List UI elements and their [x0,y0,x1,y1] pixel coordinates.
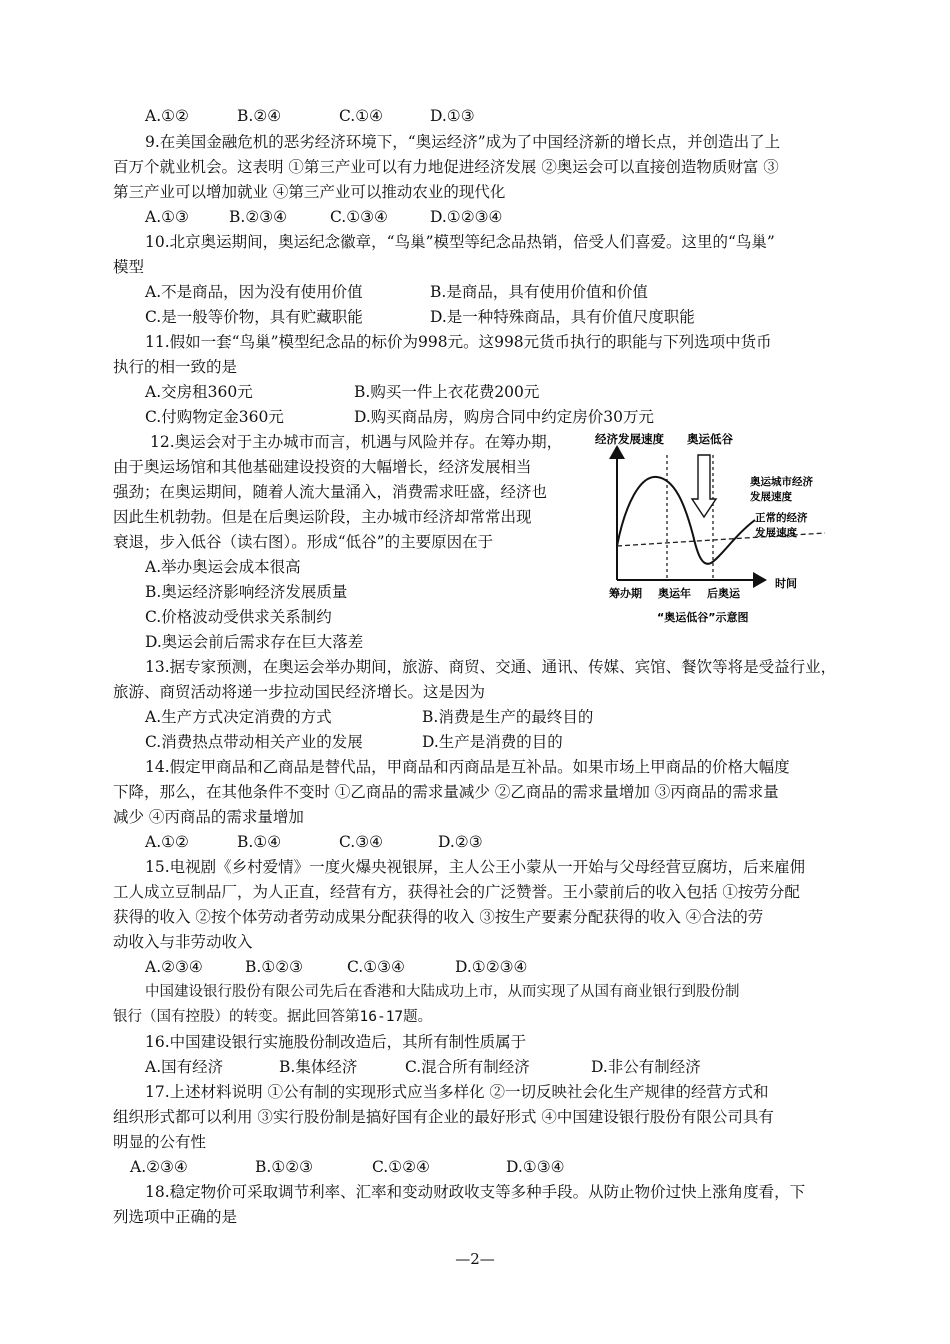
q14-stem-line-2: 下降，那么，在其他条件不变时 ①乙商品的需求量减少 ②乙商品的需求量增加 ③丙商品的需求量 [113,783,779,801]
q11-option-c: C.付购物定金360元 [145,408,284,426]
q14-stem-line-1: 14.假定甲商品和乙商品是替代品，甲商品和丙商品是互补品。如果市场上甲商品的价格大幅度 [145,758,790,776]
curve-label-line-1: 奥运城市经济 [750,476,813,488]
q13-stem-line-2: 旅游、商贸活动将递一步拉动国民经济增长。这是因为 [113,683,486,701]
q12-stem-line-4: 因此生机勃勃。但是在后奥运阶段，主办城市经济却常常出现 [113,508,532,526]
q14-option-d: D.②③ [438,833,483,851]
q15-option-c: C.①③④ [347,958,405,976]
x-label-preparation: 筹办期 [609,587,642,600]
q15-option-d: D.①②③④ [455,958,528,976]
q12-option-c: C.价格波动受供求关系制约 [145,608,332,626]
olympic-trough-diagram [595,425,840,630]
q16-option-d: D.非公有制经济 [591,1058,701,1076]
q11-option-d: D.购买商品房，购房合同中约定房价30万元 [354,408,655,426]
q9-stem-line-2: 百万个就业机会。这表明 ①第三产业可以有力地促进经济发展 ②奥运会可以直接创造物质财富 ③ [113,158,779,176]
q17-stem-line-2: 组织形式都可以利用 ③实行股份制是搞好国有企业的最好形式 ④中国建设银行股份有限公司具有 [113,1108,774,1126]
q11-option-a: A.交房租360元 [145,383,253,401]
q15-stem-line-4: 动收入与非劳动收入 [113,933,253,951]
material-line-1: 中国建设银行股份有限公司先后在香港和大陆成功上市，从而实现了从国有商业银行到股份制 [145,984,740,1000]
q12-option-d: D.奥运会前后需求存在巨大落差 [145,633,364,651]
q14-option-a: A.①② [145,833,189,851]
q14-option-c: C.③④ [339,833,384,851]
q17-option-c: C.①②④ [372,1158,430,1176]
q12-stem-line-3: 强劲；在奥运期间，随着人流大量涌入，消费需求旺盛，经济也 [113,483,548,501]
q11-option-b: B.购买一件上衣花费200元 [354,383,540,401]
q9-option-a: A.①③ [145,208,189,226]
q11-stem-line-1: 11.假如一套“鸟巢”模型纪念品的标价为998元。这998元货币执行的职能与下列选项中货币 [145,333,772,351]
q16-stem: 16.中国建设银行实施股份制改造后，其所有制性质属于 [145,1033,527,1051]
q12-option-a: A.举办奥运会成本很高 [145,558,301,576]
x-label-post-olympic: 后奥运 [707,587,740,600]
q10-option-a: A.不是商品，因为没有使用价值 [145,283,363,301]
q10-stem-line-1: 10.北京奥运期间，奥运纪念徽章，“鸟巢”模型等纪念品热销，倍受人们喜爱。这里的“鸟巢” [145,233,775,251]
q16-option-a: A.国有经济 [145,1058,224,1076]
curve-label-line-2: 发展速度 [750,491,792,503]
q12-stem-line-5: 衰退，步入低谷（读右图）。形成“低谷”的主要原因在于 [113,533,494,551]
q10-option-b: B.是商品，具有使用价值和价值 [430,283,648,301]
q17-option-b: B.①②③ [255,1158,314,1176]
page-number: —2— [455,1250,495,1268]
q12-stem-line-2: 由于奥运场馆和其他基础建设投资的大幅增长，经济发展相当 [113,458,532,476]
q18-stem-line-1: 18.稳定物价可采取调节利率、汇率和变动财政收支等多种手段。从防止物价过快上涨角度看，下 [145,1183,806,1201]
q16-option-c: C.混合所有制经济 [405,1058,530,1076]
q13-option-a: A.生产方式决定消费的方式 [145,708,332,726]
q17-stem-line-3: 明显的公有性 [113,1133,207,1151]
q13-option-c: C.消费热点带动相关产业的发展 [145,733,363,751]
q10-option-c: C.是一般等价物，具有贮藏职能 [145,308,363,326]
q13-option-d: D.生产是消费的目的 [422,733,563,751]
q9-option-d: D.①②③④ [430,208,503,226]
q14-stem-line-3: 减少 ④丙商品的需求量增加 [113,808,304,826]
q13-stem-line-1: 13.据专家预测，在奥运会举办期间，旅游、商贸、交通、通讯、传媒、宾馆、餐饮等将是受益行业， [145,658,837,676]
q8-option-b: B.②④ [237,107,282,125]
x-axis-label: 时间 [775,577,797,590]
diagram-caption: “奥运低谷”示意图 [657,611,749,624]
q15-stem-line-1: 15.电视剧《乡村爱情》一度火爆央视银屏，主人公王小蒙从一开始与父母经营豆腐坊，后来雇佣 [145,858,806,876]
q17-stem-line-1: 17.上述材料说明 ①公有制的实现形式应当多样化 ②一切反映社会化生产规律的经营方式和 [145,1083,769,1101]
q17-option-a: A.②③④ [130,1158,188,1176]
baseline-label-line-2: 发展速度 [755,527,797,539]
q10-option-d: D.是一种特殊商品，具有价值尺度职能 [430,308,695,326]
q14-option-b: B.①④ [237,833,282,851]
x-label-olympic-year: 奥运年 [658,587,691,600]
q16-option-b: B.集体经济 [279,1058,358,1076]
q17-option-d: D.①③④ [506,1158,565,1176]
q8-option-a: A.①② [145,107,189,125]
olympic-city-curve [617,477,755,564]
q9-stem-line-3: 第三产业可以增加就业 ④第三产业可以推动农业的现代化 [113,183,506,201]
y-axis-label: 经济发展速度 [595,432,664,446]
q9-option-c: C.①③④ [330,208,388,226]
q8-option-c: C.①④ [339,107,384,125]
q12-stem-line-1: 12.奥运会对于主办城市而言，机遇与风险并存。在筹办期， [150,433,563,451]
q13-option-b: B.消费是生产的最终目的 [422,708,594,726]
q10-stem-line-2: 模型 [113,258,145,276]
q9-option-b: B.②③④ [229,208,288,226]
q15-stem-line-3: 获得的收入 ②按个体劳动者劳动成果分配获得的收入 ③按生产要素分配获得的收入 ④合法的劳 [113,908,764,926]
q15-stem-line-2: 工人成立豆制品厂，为人正直，经营有方，获得社会的广泛赞誉。王小蒙前后的收入包括 ①按劳分配 [113,883,800,901]
q12-option-b: B.奥运经济影响经济发展质量 [145,583,348,601]
q8-option-d: D.①③ [430,107,475,125]
q11-stem-line-2: 执行的相一致的是 [113,358,238,376]
material-line-2: 银行（国有控股）的转变。据此回答第16-17题。 [113,1009,433,1025]
q9-stem-line-1: 9.在美国金融危机的恶劣经济环境下，“奥运经济”成为了中国经济新的增长点，并创造出了上 [145,133,781,151]
q18-stem-line-2: 列选项中正确的是 [113,1208,238,1226]
baseline-label-line-1: 正常的经济 [755,512,808,524]
trough-label: 奥运低谷 [687,432,733,446]
q15-option-b: B.①②③ [245,958,304,976]
q15-option-a: A.②③④ [145,958,203,976]
